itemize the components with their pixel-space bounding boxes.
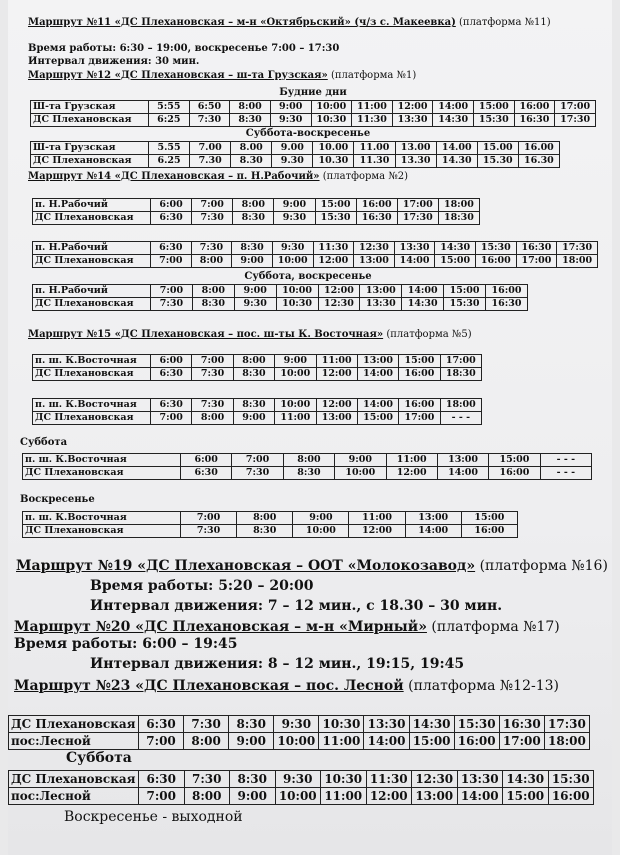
departure-time-cell: 7:30 bbox=[232, 467, 283, 480]
departure-time-cell: 9:00 bbox=[234, 285, 276, 298]
route-15-header bbox=[28, 329, 472, 341]
timetable-row bbox=[23, 512, 518, 525]
timetable-row bbox=[31, 101, 596, 114]
departure-time-cell: 7:00 bbox=[181, 512, 237, 525]
timetable-row bbox=[33, 212, 480, 225]
departure-time-cell: 14:30 bbox=[409, 716, 454, 733]
departure-time-cell: 17:00 bbox=[399, 412, 440, 425]
departure-time-cell: 10:00 bbox=[274, 733, 319, 750]
departure-time-cell: 16:00 bbox=[461, 525, 517, 538]
route-15-table-1 bbox=[32, 354, 482, 381]
departure-time-cell: 14:30 bbox=[402, 298, 444, 311]
departure-time-cell: 9:30 bbox=[274, 212, 315, 225]
departure-time-cell: 8:30 bbox=[230, 114, 271, 127]
departure-time-cell: 14:30 bbox=[435, 242, 476, 255]
departure-time-cell: 7:30 bbox=[151, 298, 193, 311]
departure-time-cell: 6:50 bbox=[189, 101, 230, 114]
departure-time-cell: 6:30 bbox=[139, 771, 185, 788]
departure-time-cell: 15:00 bbox=[444, 285, 486, 298]
route-12-platform: (платформа №1) bbox=[330, 70, 417, 81]
departure-time-cell: 10:00 bbox=[276, 285, 318, 298]
departure-time-cell: 9:00 bbox=[233, 412, 274, 425]
departure-time-cell: 8:00 bbox=[191, 255, 232, 268]
departure-time-cell: 8:30 bbox=[283, 467, 334, 480]
departure-time-cell: 5:55 bbox=[149, 101, 190, 114]
stop-name-cell: п. ш. К.Восточная bbox=[23, 454, 181, 467]
route-15-saturday-label: Суббота bbox=[20, 437, 68, 448]
departure-time-cell: 8:30 bbox=[233, 399, 274, 412]
departure-time-cell: 12:00 bbox=[313, 255, 354, 268]
departure-time-cell: 18:00 bbox=[440, 399, 481, 412]
departure-time-cell: 11:00 bbox=[275, 412, 316, 425]
stop-name-cell: Ш-та Грузская bbox=[31, 142, 149, 155]
route-15-saturday-table bbox=[22, 453, 592, 480]
departure-time-cell: 10:30 bbox=[319, 716, 364, 733]
departure-time-cell: 11:00 bbox=[352, 101, 393, 114]
route-15-sunday-label: Воскресенье bbox=[20, 494, 95, 505]
timetable-row bbox=[23, 525, 518, 538]
route-23-weekday-table bbox=[8, 715, 590, 750]
stop-name-cell: пос:Лесной bbox=[9, 788, 139, 805]
departure-time-cell: 9:00 bbox=[270, 101, 311, 114]
departure-time-cell: 15:30 bbox=[548, 771, 594, 788]
departure-time-cell: 10:00 bbox=[275, 368, 316, 381]
departure-time-cell: 8:00 bbox=[237, 512, 293, 525]
timetable-row bbox=[33, 242, 598, 255]
departure-time-cell: 7:30 bbox=[181, 525, 237, 538]
stop-name-cell: ДС Плехановская bbox=[31, 114, 149, 127]
departure-time-cell: 15:00 bbox=[435, 255, 476, 268]
stop-name-cell: п. ш. К.Восточная bbox=[23, 512, 181, 525]
departure-time-cell: 15:30 bbox=[315, 212, 356, 225]
stop-name-cell: ДС Плехановская bbox=[23, 525, 181, 538]
departure-time-cell: 7:30 bbox=[192, 368, 233, 381]
departure-time-cell: 7:30 bbox=[189, 114, 230, 127]
departure-time-cell: 14:00 bbox=[357, 399, 398, 412]
stop-name-cell: ДС Плехановская bbox=[33, 368, 151, 381]
route-15-sunday-table bbox=[22, 511, 518, 538]
departure-time-cell: 7:00 bbox=[151, 285, 193, 298]
departure-time-cell: 15:30 bbox=[474, 114, 515, 127]
departure-time-cell: 7:30 bbox=[184, 771, 230, 788]
departure-time-cell: 8:00 bbox=[283, 454, 334, 467]
departure-time-cell: 12:30 bbox=[318, 298, 360, 311]
departure-time-cell: 9:30 bbox=[234, 298, 276, 311]
departure-time-cell: 7:30 bbox=[184, 716, 229, 733]
departure-time-cell: 9:30 bbox=[275, 771, 321, 788]
stop-name-cell: ДС Плехановская bbox=[23, 467, 181, 480]
departure-time-cell: 7:00 bbox=[139, 788, 185, 805]
departure-time-cell: 12:00 bbox=[349, 525, 405, 538]
route-23-platform: (платформа №12-13) bbox=[408, 678, 559, 694]
departure-time-cell: 7:30 bbox=[191, 242, 232, 255]
departure-time-cell: 7:00 bbox=[139, 733, 184, 750]
route-15-table-2 bbox=[32, 398, 482, 425]
departure-time-cell: 15:00 bbox=[357, 412, 398, 425]
departure-time-cell: 8:00 bbox=[184, 733, 229, 750]
timetable-row bbox=[33, 368, 482, 381]
departure-time-cell: 8.30 bbox=[231, 155, 272, 168]
departure-time-cell: 14.30 bbox=[436, 155, 477, 168]
departure-time-cell: 8:00 bbox=[230, 101, 271, 114]
stop-name-cell: п. Н.Рабочий bbox=[33, 199, 151, 212]
departure-time-cell: 16:00 bbox=[399, 368, 440, 381]
route-14-platform: (платформа №2) bbox=[322, 171, 409, 182]
departure-time-cell: 7:00 bbox=[192, 199, 233, 212]
departure-time-cell: 9:00 bbox=[229, 733, 274, 750]
stop-name-cell: ДС Плехановская bbox=[31, 155, 149, 168]
departure-time-cell: 12:00 bbox=[366, 788, 412, 805]
departure-time-cell: 9:00 bbox=[335, 454, 386, 467]
route-11-interval: Интервал движения: 30 мин. bbox=[28, 56, 200, 67]
departure-time-cell: 17:00 bbox=[499, 733, 544, 750]
route-20-header bbox=[14, 619, 560, 636]
route-23-saturday-table bbox=[8, 770, 594, 805]
departure-time-cell: 8:30 bbox=[233, 368, 274, 381]
timetable-sheet bbox=[8, 0, 612, 855]
departure-time-cell: 14:00 bbox=[394, 255, 435, 268]
departure-time-cell: 12:00 bbox=[316, 368, 357, 381]
route-14-header bbox=[28, 171, 408, 183]
departure-time-cell: 16:30 bbox=[486, 298, 528, 311]
timetable-row bbox=[33, 285, 528, 298]
route-20-platform: (платформа №17) bbox=[431, 619, 560, 635]
departure-time-cell: - - - bbox=[440, 412, 481, 425]
departure-time-cell: 15:30 bbox=[454, 716, 499, 733]
departure-time-cell: 11:00 bbox=[319, 733, 364, 750]
departure-time-cell: 7:00 bbox=[151, 255, 192, 268]
departure-time-cell: 10:00 bbox=[275, 399, 316, 412]
departure-time-cell: 11:00 bbox=[386, 454, 437, 467]
timetable-row bbox=[9, 788, 594, 805]
route-19-title: Маршрут №19 «ДС Плехановская – ООТ «Молокозавод» bbox=[16, 558, 476, 574]
route-15-platform: (платформа №5) bbox=[386, 329, 472, 340]
departure-time-cell: 12:30 bbox=[354, 242, 395, 255]
timetable-row bbox=[33, 355, 482, 368]
route-11-platform: (платформа №11) bbox=[459, 17, 551, 28]
departure-time-cell: 7:00 bbox=[192, 355, 233, 368]
stop-name-cell: п. Н.Рабочий bbox=[33, 285, 151, 298]
departure-time-cell: 16:00 bbox=[486, 285, 528, 298]
departure-time-cell: 15.00 bbox=[477, 142, 518, 155]
departure-time-cell: 15:30 bbox=[476, 242, 517, 255]
departure-time-cell: 17:30 bbox=[544, 716, 589, 733]
departure-time-cell: 16.30 bbox=[518, 155, 559, 168]
departure-time-cell: 11.30 bbox=[354, 155, 395, 168]
departure-time-cell: 10:00 bbox=[272, 255, 313, 268]
departure-time-cell: - - - bbox=[540, 454, 591, 467]
departure-time-cell: 10:00 bbox=[293, 525, 349, 538]
route-23-header bbox=[14, 678, 559, 695]
departure-time-cell: 8:30 bbox=[233, 212, 274, 225]
route-23-sunday-note: Воскресенье - выходной bbox=[64, 809, 243, 825]
departure-time-cell: 13:00 bbox=[412, 788, 458, 805]
departure-time-cell: 9.30 bbox=[272, 155, 313, 168]
departure-time-cell: 6.25 bbox=[149, 155, 190, 168]
departure-time-cell: 8:00 bbox=[184, 788, 230, 805]
departure-time-cell: 6:30 bbox=[151, 368, 192, 381]
stop-name-cell: ДС Плехановская bbox=[33, 255, 151, 268]
stop-name-cell: Ш-та Грузская bbox=[31, 101, 149, 114]
departure-time-cell: 13:30 bbox=[392, 114, 433, 127]
departure-time-cell: 13:30 bbox=[364, 716, 409, 733]
route-14-title: Маршрут №14 «ДС Плехановская – п. Н.Рабочий» bbox=[28, 171, 320, 182]
departure-time-cell: 16:00 bbox=[356, 199, 397, 212]
departure-time-cell: 6:00 bbox=[151, 199, 192, 212]
departure-time-cell: 16:30 bbox=[516, 242, 557, 255]
departure-time-cell: 9:00 bbox=[275, 355, 316, 368]
departure-time-cell: 12:00 bbox=[318, 285, 360, 298]
departure-time-cell: 11.00 bbox=[354, 142, 395, 155]
departure-time-cell: 9:00 bbox=[293, 512, 349, 525]
departure-time-cell: 17:00 bbox=[397, 199, 438, 212]
departure-time-cell: 11:30 bbox=[313, 242, 354, 255]
departure-time-cell: 12:30 bbox=[412, 771, 458, 788]
departure-time-cell: 9:30 bbox=[270, 114, 311, 127]
route-12-weekend-caption: Суббота-воскресенье bbox=[245, 128, 371, 139]
stop-name-cell: ДС Плехановская bbox=[33, 298, 151, 311]
departure-time-cell: 16:30 bbox=[514, 114, 555, 127]
departure-time-cell: 8:30 bbox=[229, 716, 274, 733]
timetable-row bbox=[23, 454, 592, 467]
departure-time-cell: 15:00 bbox=[461, 512, 517, 525]
timetable-row bbox=[33, 255, 598, 268]
departure-time-cell: 14:00 bbox=[437, 467, 488, 480]
departure-time-cell: 14:00 bbox=[402, 285, 444, 298]
departure-time-cell: 8:30 bbox=[232, 242, 273, 255]
departure-time-cell: 8:00 bbox=[233, 199, 274, 212]
departure-time-cell: 14.00 bbox=[436, 142, 477, 155]
departure-time-cell: 9:00 bbox=[232, 255, 273, 268]
timetable-row bbox=[33, 199, 480, 212]
departure-time-cell: 6:30 bbox=[151, 399, 192, 412]
stop-name-cell: п. ш. К.Восточная bbox=[33, 399, 151, 412]
departure-time-cell: 8:30 bbox=[192, 298, 234, 311]
route-20-hours: Время работы: 6:00 – 19:45 bbox=[14, 636, 238, 652]
timetable-row bbox=[31, 155, 560, 168]
stop-name-cell: ДС Плехановская bbox=[9, 716, 139, 733]
departure-time-cell: 11:30 bbox=[352, 114, 393, 127]
departure-time-cell: 11:00 bbox=[316, 355, 357, 368]
departure-time-cell: 11:00 bbox=[321, 788, 367, 805]
departure-time-cell: 16:00 bbox=[476, 255, 517, 268]
departure-time-cell: 18:30 bbox=[440, 368, 481, 381]
departure-time-cell: 17:30 bbox=[557, 242, 598, 255]
departure-time-cell: 11:00 bbox=[349, 512, 405, 525]
departure-time-cell: 14:00 bbox=[433, 101, 474, 114]
departure-time-cell: 15:00 bbox=[409, 733, 454, 750]
departure-time-cell: 7:00 bbox=[232, 454, 283, 467]
departure-time-cell: 18:00 bbox=[544, 733, 589, 750]
departure-time-cell: 13:30 bbox=[394, 242, 435, 255]
route-19-interval: Интервал движения: 7 – 12 мин., с 18.30 – 30 мин. bbox=[90, 598, 503, 614]
route-11-header bbox=[28, 17, 551, 29]
departure-time-cell: 8:00 bbox=[233, 355, 274, 368]
departure-time-cell: 16:00 bbox=[489, 467, 540, 480]
departure-time-cell: 13:00 bbox=[360, 285, 402, 298]
departure-time-cell: 10.30 bbox=[313, 155, 354, 168]
departure-time-cell: 8:30 bbox=[230, 771, 276, 788]
departure-time-cell: 13:00 bbox=[316, 412, 357, 425]
route-14-table-2 bbox=[32, 241, 598, 268]
route-11-title: Маршрут №11 «ДС Плехановская – м-н «Октябрьский» (ч/з с. Макеевка) bbox=[28, 17, 456, 28]
departure-time-cell: 16:00 bbox=[514, 101, 555, 114]
departure-time-cell: 6:30 bbox=[139, 716, 184, 733]
departure-time-cell: 13.30 bbox=[395, 155, 436, 168]
timetable-row bbox=[33, 412, 482, 425]
route-12-header bbox=[28, 70, 416, 82]
departure-time-cell: 17:00 bbox=[555, 101, 596, 114]
departure-time-cell: 7.30 bbox=[190, 155, 231, 168]
departure-time-cell: 13:00 bbox=[354, 255, 395, 268]
stop-name-cell: п. Н.Рабочий bbox=[33, 242, 151, 255]
departure-time-cell: 12:00 bbox=[316, 399, 357, 412]
departure-time-cell: 14:00 bbox=[357, 368, 398, 381]
departure-time-cell: 16:00 bbox=[454, 733, 499, 750]
departure-time-cell: 8:30 bbox=[237, 525, 293, 538]
departure-time-cell: 8:00 bbox=[192, 412, 233, 425]
departure-time-cell: 13:30 bbox=[360, 298, 402, 311]
departure-time-cell: 13:00 bbox=[357, 355, 398, 368]
departure-time-cell: 9.00 bbox=[272, 142, 313, 155]
departure-time-cell: 16:00 bbox=[548, 788, 594, 805]
timetable-row bbox=[9, 771, 594, 788]
departure-time-cell: 15:00 bbox=[474, 101, 515, 114]
departure-time-cell: 15.30 bbox=[477, 155, 518, 168]
departure-time-cell: 18:30 bbox=[438, 212, 479, 225]
timetable-row bbox=[9, 733, 590, 750]
departure-time-cell: 15:00 bbox=[489, 454, 540, 467]
stop-name-cell: ДС Плехановская bbox=[33, 412, 151, 425]
departure-time-cell: 6:30 bbox=[181, 467, 232, 480]
departure-time-cell: 12:00 bbox=[386, 467, 437, 480]
route-11-hours: Время работы: 6:30 – 19:00, воскресенье 7:00 – 17:30 bbox=[28, 43, 340, 54]
stop-name-cell: ДС Плехановская bbox=[33, 212, 151, 225]
route-20-interval: Интервал движения: 8 – 12 мин., 19:15, 19:45 bbox=[90, 656, 465, 672]
departure-time-cell: 14:00 bbox=[364, 733, 409, 750]
departure-time-cell: 7:30 bbox=[192, 212, 233, 225]
departure-time-cell: 17:30 bbox=[397, 212, 438, 225]
departure-time-cell: 12:00 bbox=[392, 101, 433, 114]
departure-time-cell: 8:00 bbox=[192, 285, 234, 298]
route-14-table-1 bbox=[32, 198, 480, 225]
departure-time-cell: 10:30 bbox=[276, 298, 318, 311]
departure-time-cell: 9:00 bbox=[230, 788, 276, 805]
timetable-row bbox=[31, 114, 596, 127]
departure-time-cell: 17:00 bbox=[516, 255, 557, 268]
route-23-saturday-label: Суббота bbox=[66, 750, 132, 766]
departure-time-cell: 13:30 bbox=[457, 771, 503, 788]
route-19-header bbox=[16, 558, 608, 575]
route-14-weekend-table bbox=[32, 284, 528, 311]
departure-time-cell: 14:30 bbox=[433, 114, 474, 127]
route-20-title: Маршрут №20 «ДС Плехановская – м-н «Мирный» bbox=[14, 619, 427, 635]
departure-time-cell: 5.55 bbox=[149, 142, 190, 155]
departure-time-cell: 10:00 bbox=[275, 788, 321, 805]
departure-time-cell: 10:00 bbox=[335, 467, 386, 480]
route-23-title: Маршрут №23 «ДС Плехановская – пос. Лесной bbox=[14, 678, 404, 694]
stop-name-cell: пос:Лесной bbox=[9, 733, 139, 750]
stop-name-cell: п. ш. К.Восточная bbox=[33, 355, 151, 368]
departure-time-cell: 7:00 bbox=[151, 412, 192, 425]
departure-time-cell: 9:30 bbox=[274, 716, 319, 733]
departure-time-cell: 10.00 bbox=[313, 142, 354, 155]
departure-time-cell: 9:30 bbox=[272, 242, 313, 255]
timetable-row bbox=[33, 298, 528, 311]
departure-time-cell: 7:30 bbox=[192, 399, 233, 412]
route-14-weekend-caption: Суббота, воскресенье bbox=[244, 271, 372, 282]
departure-time-cell: 8.00 bbox=[231, 142, 272, 155]
departure-time-cell: 13:00 bbox=[437, 454, 488, 467]
departure-time-cell: 16:30 bbox=[499, 716, 544, 733]
departure-time-cell: 11:30 bbox=[366, 771, 412, 788]
departure-time-cell: 6:30 bbox=[151, 242, 192, 255]
departure-time-cell: 15:00 bbox=[399, 355, 440, 368]
departure-time-cell: 17:00 bbox=[440, 355, 481, 368]
departure-time-cell: 18:00 bbox=[438, 199, 479, 212]
departure-time-cell: 16:30 bbox=[356, 212, 397, 225]
route-19-platform: (платформа №16) bbox=[479, 558, 608, 574]
departure-time-cell: 6:00 bbox=[181, 454, 232, 467]
departure-time-cell: 17:30 bbox=[555, 114, 596, 127]
departure-time-cell: 15:00 bbox=[503, 788, 549, 805]
timetable-row bbox=[33, 399, 482, 412]
departure-time-cell: 6:30 bbox=[151, 212, 192, 225]
departure-time-cell: 14:00 bbox=[457, 788, 503, 805]
route-12-weekend-table bbox=[30, 141, 560, 168]
departure-time-cell: 6:00 bbox=[151, 355, 192, 368]
route-12-title: Маршрут №12 «ДС Плехановская – ш-та Грузская» bbox=[28, 70, 328, 81]
timetable-row bbox=[31, 142, 560, 155]
departure-time-cell: 13.00 bbox=[395, 142, 436, 155]
departure-time-cell: 6:25 bbox=[149, 114, 190, 127]
route-12-weekday-table bbox=[30, 100, 596, 127]
route-15-title: Маршрут №15 «ДС Плехановская – пос. ш-ты К. Восточная» bbox=[28, 329, 384, 340]
departure-time-cell: 10:30 bbox=[321, 771, 367, 788]
departure-time-cell: 10:00 bbox=[311, 101, 352, 114]
departure-time-cell: 13:00 bbox=[405, 512, 461, 525]
departure-time-cell: 14:30 bbox=[503, 771, 549, 788]
departure-time-cell: 15:00 bbox=[315, 199, 356, 212]
departure-time-cell: 16:00 bbox=[399, 399, 440, 412]
timetable-row bbox=[23, 467, 592, 480]
departure-time-cell: 14:00 bbox=[405, 525, 461, 538]
departure-time-cell: 16.00 bbox=[518, 142, 559, 155]
departure-time-cell: 18:00 bbox=[557, 255, 598, 268]
route-12-weekday-caption: Будние дни bbox=[279, 87, 347, 98]
departure-time-cell: - - - bbox=[540, 467, 591, 480]
route-19-hours: Время работы: 5:20 – 20:00 bbox=[90, 578, 314, 594]
departure-time-cell: 10:30 bbox=[311, 114, 352, 127]
stop-name-cell: ДС Плехановская bbox=[9, 771, 139, 788]
departure-time-cell: 9:00 bbox=[274, 199, 315, 212]
departure-time-cell: 15:30 bbox=[444, 298, 486, 311]
timetable-row bbox=[9, 716, 590, 733]
departure-time-cell: 7.00 bbox=[190, 142, 231, 155]
